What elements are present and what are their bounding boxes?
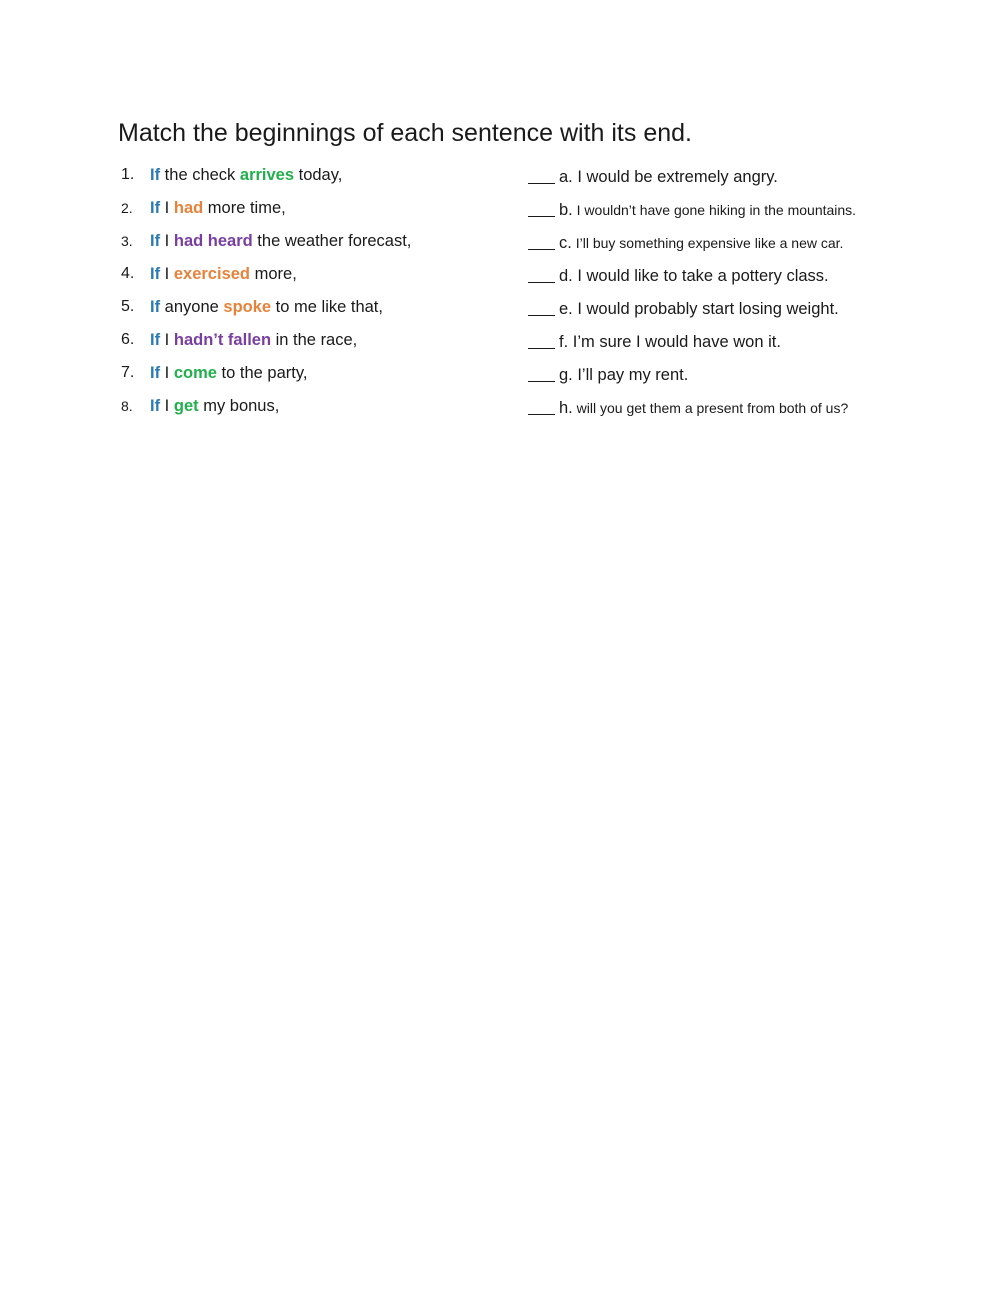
answer-blank[interactable] [528, 394, 555, 415]
page-title: Match the beginnings of each sentence with its end. [118, 119, 692, 147]
sentence-ending [528, 392, 848, 423]
sentence-text: more, [250, 265, 297, 283]
sentence-ending [528, 260, 829, 291]
answer-blank[interactable] [528, 229, 555, 250]
match-row [0, 227, 1000, 255]
sentence-beginning [150, 326, 357, 354]
ending-letter: a. [559, 168, 573, 186]
sentence-text: today, [294, 166, 343, 184]
item-number: 2. [121, 200, 133, 216]
item-number: 3. [121, 233, 133, 249]
ending-text: I’m sure I would have won it. [568, 333, 781, 351]
sentence-beginning [150, 293, 383, 321]
ending-letter: e. [559, 300, 573, 318]
item-number: 5. [121, 298, 135, 315]
highlighted-verb: hadn’t fallen [173, 331, 272, 349]
sentence-text: in the race, [271, 331, 358, 349]
highlighted-verb: spoke [223, 298, 272, 316]
answer-blank[interactable] [528, 196, 555, 217]
item-number: 7. [121, 364, 135, 381]
highlighted-verb: had [173, 199, 204, 217]
sentence-beginning [150, 227, 411, 255]
answer-blank[interactable] [528, 295, 555, 316]
match-row [0, 293, 1000, 321]
sentence-ending [528, 326, 781, 357]
ending-text: will you get them a present from both of us? [572, 400, 849, 416]
item-number: 4. [121, 265, 135, 282]
sentence-text: I [160, 364, 174, 382]
answer-blank[interactable] [528, 328, 555, 349]
sentence-ending [528, 161, 778, 192]
answer-blank[interactable] [528, 163, 555, 184]
highlighted-verb: arrives [239, 166, 295, 184]
highlighted-verb: If [150, 232, 161, 250]
ending-text: I would like to take a pottery class. [572, 267, 829, 285]
sentence-text: I [160, 397, 174, 415]
sentence-beginning [150, 161, 342, 189]
ending-text: I wouldn’t have gone hiking in the mountains. [572, 202, 857, 218]
match-row [0, 359, 1000, 387]
match-row [0, 260, 1000, 288]
highlighted-verb: If [150, 199, 161, 217]
ending-text: I would be extremely angry. [572, 168, 778, 186]
sentence-text: my bonus, [198, 397, 280, 415]
sentence-text: more time, [203, 199, 286, 217]
ending-text: I’ll pay my rent. [572, 366, 689, 384]
answer-blank[interactable] [528, 361, 555, 382]
sentence-beginning [150, 359, 307, 387]
answer-blank[interactable] [528, 262, 555, 283]
ending-letter: b. [559, 201, 573, 219]
highlighted-verb: If [150, 364, 161, 382]
highlighted-verb: If [150, 397, 161, 415]
sentence-ending [528, 194, 856, 225]
ending-letter: f. [559, 333, 569, 351]
sentence-text: anyone [160, 298, 224, 316]
highlighted-verb: If [150, 298, 161, 316]
item-number: 8. [121, 398, 133, 414]
highlighted-verb: If [150, 166, 161, 184]
ending-letter: d. [559, 267, 573, 285]
highlighted-verb: If [150, 331, 161, 349]
match-row [0, 392, 1000, 420]
sentence-text: the weather forecast, [252, 232, 412, 250]
match-row [0, 161, 1000, 189]
sentence-text: I [160, 232, 174, 250]
sentence-ending [528, 359, 688, 390]
item-number: 1. [121, 166, 135, 183]
ending-letter: g. [559, 366, 573, 384]
sentence-text: I [160, 199, 174, 217]
sentence-ending [528, 227, 843, 258]
ending-text: I would probably start losing weight. [572, 300, 839, 318]
match-row [0, 194, 1000, 222]
item-number: 6. [121, 331, 135, 348]
sentence-text: to the party, [216, 364, 308, 382]
sentence-text: I [160, 265, 174, 283]
sentence-beginning [150, 194, 286, 222]
ending-letter: c. [559, 234, 572, 252]
highlighted-verb: get [173, 397, 199, 415]
sentence-text: I [160, 331, 174, 349]
highlighted-verb: had heard [173, 232, 253, 250]
highlighted-verb: exercised [173, 265, 251, 283]
highlighted-verb: come [173, 364, 217, 382]
sentence-beginning [150, 260, 297, 288]
sentence-beginning [150, 392, 279, 420]
highlighted-verb: If [150, 265, 161, 283]
sentence-ending [528, 293, 839, 324]
sentence-text: to me like that, [271, 298, 383, 316]
ending-letter: h. [559, 399, 573, 417]
match-row [0, 326, 1000, 354]
ending-text: I’ll buy something expensive like a new car. [571, 235, 844, 251]
sentence-text: the check [160, 166, 240, 184]
